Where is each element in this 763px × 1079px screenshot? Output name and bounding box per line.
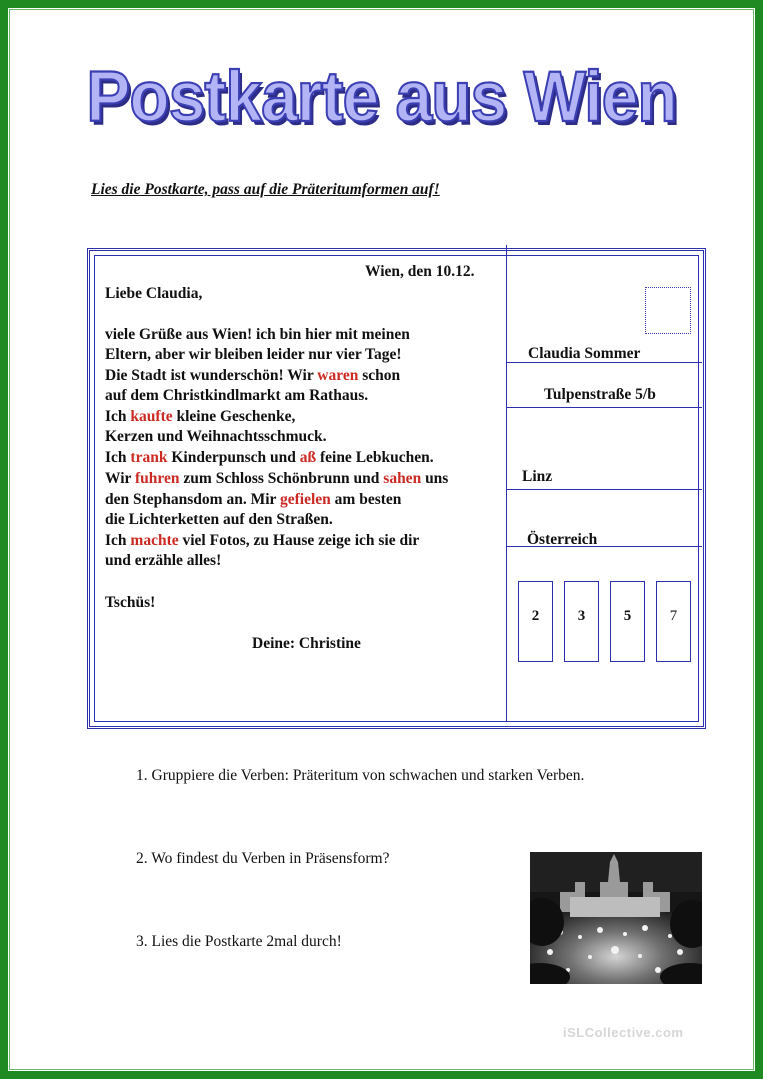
letter-line: die Lichterketten auf den Straßen. [105,511,333,528]
letter-line: den Stephansdom an. Mir gefielen am besten [105,491,402,508]
postcode-digit-box: 3 [564,581,599,662]
task-item: 1. Gruppiere die Verben: Präteritum von schwachen und starken Verben. [136,767,585,784]
address-name: Claudia Sommer [528,345,641,362]
page-title: Postkarte aus Wien [86,56,677,136]
letter-line: Wir fuhren zum Schloss Schönbrunn und sahen uns [105,470,449,487]
letter-closing: Tschüs! [105,594,156,611]
postcode-digit-box: 7 [656,581,691,662]
address-street: Tulpenstraße 5/b [544,386,656,403]
letter-line: Die Stadt ist wunderschön! Wir waren schon [105,367,401,384]
letter-line: Ich machte viel Fotos, zu Hause zeige ich sie dir [105,532,420,549]
letter-signature: Deine: Christine [252,635,361,652]
task-item: 3. Lies die Postkarte 2mal durch! [136,933,342,950]
watermark-text: iSLCollective.com [563,1025,684,1040]
postcode-digit-box: 2 [518,581,553,662]
stamp-box [645,287,691,334]
verb-highlight: gefielen [280,491,331,508]
letter-line: Ich trank Kinderpunsch und aß feine Lebkuchen. [105,449,434,466]
verb-highlight: aß [299,449,317,466]
letter-line: viele Grüße aus Wien! ich bin hier mit meinen [105,326,410,343]
letter-line: Kerzen und Weihnachtsschmuck. [105,428,327,445]
task-item: 2. Wo findest du Verben in Präsensform? [136,850,390,867]
letter-greeting: Liebe Claudia, [105,285,203,302]
verb-highlight: sahen [383,470,422,487]
address-line [506,407,702,408]
address-city: Linz [522,468,553,485]
address-line [506,489,702,490]
postcard-divider [506,245,507,721]
instruction-text: Lies die Postkarte, pass auf die Präteritumformen auf! [91,181,440,198]
verb-highlight: waren [317,367,359,384]
postcode-digit-box: 5 [610,581,645,662]
verb-highlight: trank [130,449,168,466]
verb-highlight: kaufte [130,408,173,425]
letter-line: und erzähle alles! [105,552,222,569]
verb-highlight: machte [130,532,179,549]
letter-line: Ich kaufte kleine Geschenke, [105,408,296,425]
verb-highlight: fuhren [135,470,180,487]
address-country: Österreich [527,531,598,548]
letter-line: auf dem Christkindlmarkt am Rathaus. [105,387,369,404]
letter-date: Wien, den 10.12. [365,263,475,280]
letter-line: Eltern, aber wir bleiben leider nur vier Tage! [105,346,402,363]
vienna-rathaus-night-photo [530,852,702,984]
photo-illustration [530,852,702,984]
